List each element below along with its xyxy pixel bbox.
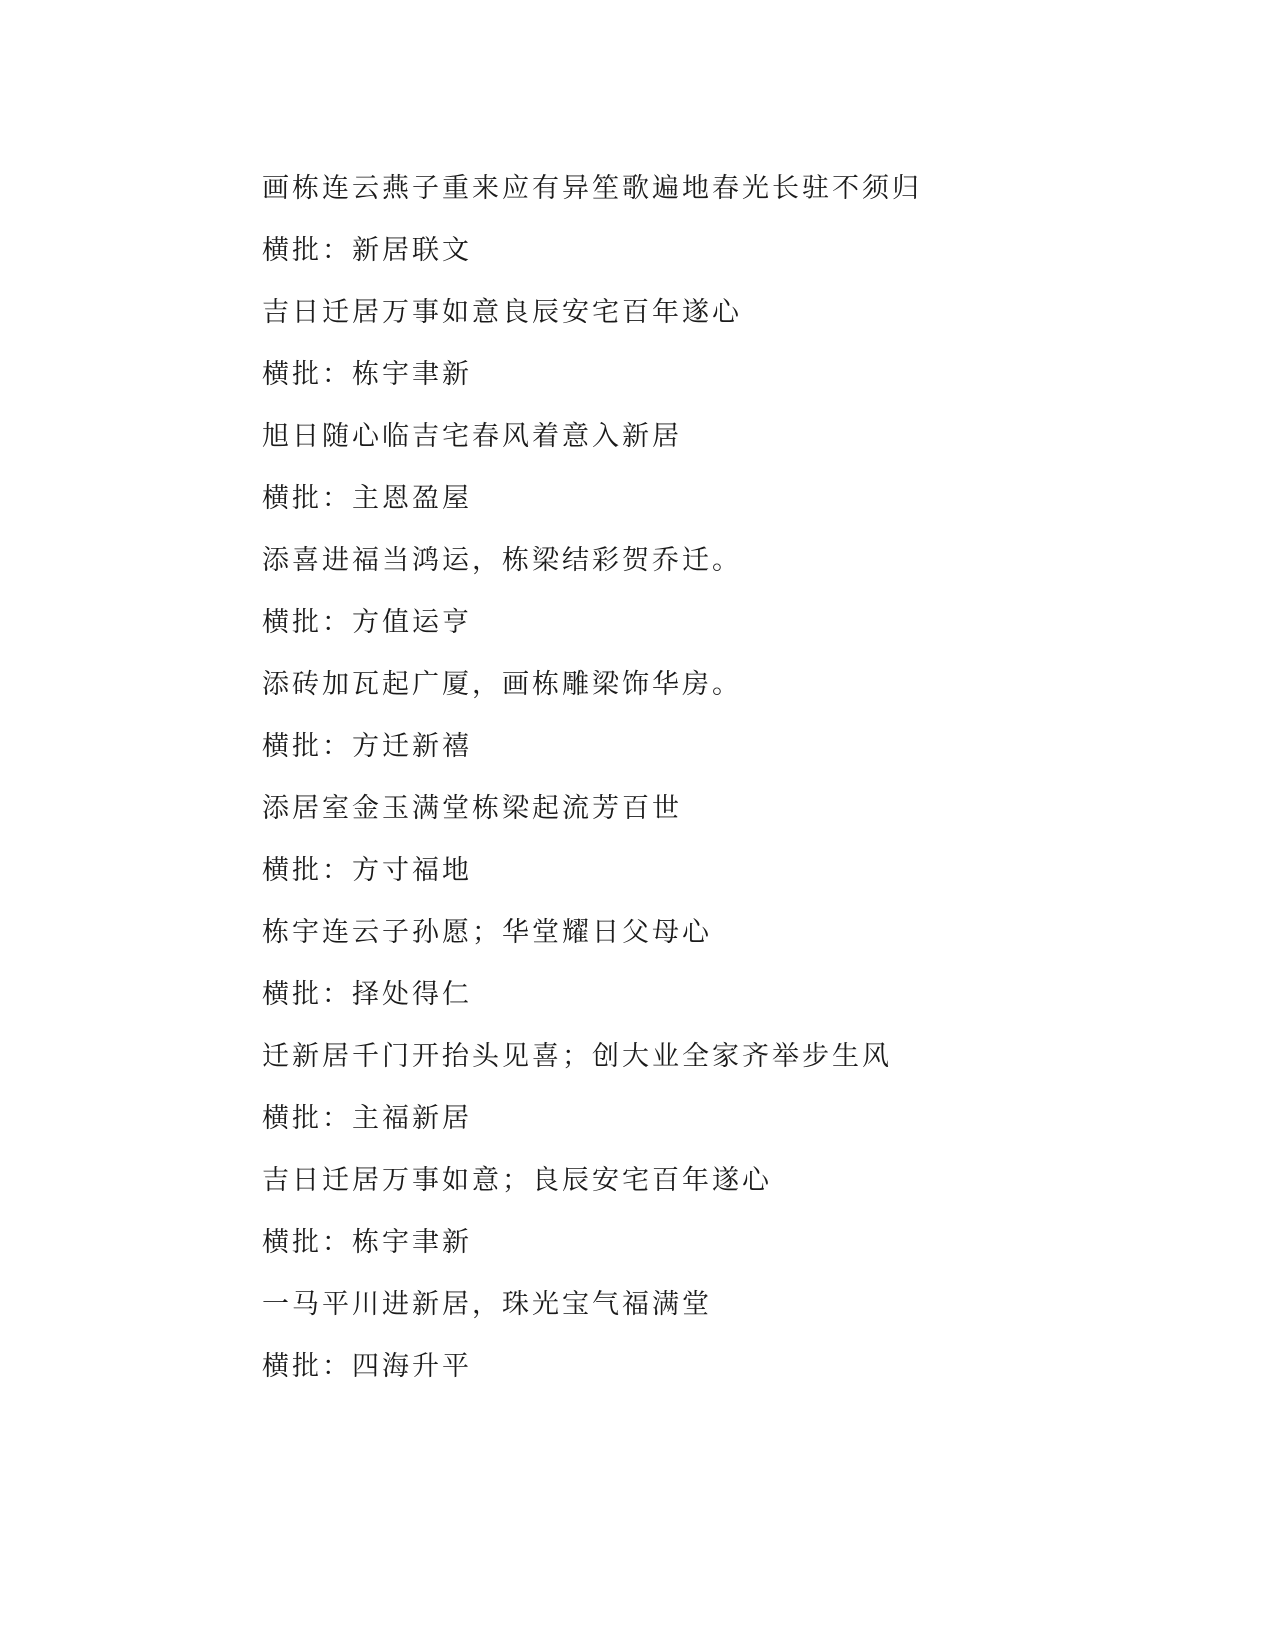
horizontal-scroll-line: 横批：主福新居 bbox=[262, 1103, 472, 1134]
couplet-line: 画栋连云燕子重来应有异笙歌遍地春光长驻不须归 bbox=[262, 173, 922, 204]
couplet-line: 迁新居千门开抬头见喜；创大业全家齐举步生风 bbox=[262, 1041, 892, 1072]
couplet-text-block bbox=[262, 158, 1082, 1398]
horizontal-scroll-line: 横批：方值运亨 bbox=[262, 607, 472, 638]
horizontal-scroll-line: 横批：栋宇聿新 bbox=[262, 359, 472, 390]
horizontal-scroll-line: 横批：方寸福地 bbox=[262, 855, 472, 886]
couplet-line: 添砖加瓦起广厦，画栋雕梁饰华房。 bbox=[262, 669, 742, 700]
couplet-line: 吉日迁居万事如意；良辰安宅百年遂心 bbox=[262, 1165, 772, 1196]
horizontal-scroll-line: 横批：新居联文 bbox=[262, 235, 472, 266]
couplet-line: 添喜进福当鸿运，栋梁结彩贺乔迁。 bbox=[262, 545, 742, 576]
horizontal-scroll-line: 横批：方迁新禧 bbox=[262, 731, 472, 762]
horizontal-scroll-line: 横批：主恩盈屋 bbox=[262, 483, 472, 514]
couplet-line: 吉日迁居万事如意良辰安宅百年遂心 bbox=[262, 297, 742, 328]
couplet-line: 一马平川进新居，珠光宝气福满堂 bbox=[262, 1289, 712, 1320]
horizontal-scroll-line: 横批：四海升平 bbox=[262, 1351, 472, 1382]
couplet-line: 旭日随心临吉宅春风着意入新居 bbox=[262, 421, 682, 452]
couplet-line: 栋宇连云子孙愿；华堂耀日父母心 bbox=[262, 917, 712, 948]
couplet-line: 添居室金玉满堂栋梁起流芳百世 bbox=[262, 793, 682, 824]
horizontal-scroll-line: 横批：择处得仁 bbox=[262, 979, 472, 1010]
horizontal-scroll-line: 横批：栋宇聿新 bbox=[262, 1227, 472, 1258]
